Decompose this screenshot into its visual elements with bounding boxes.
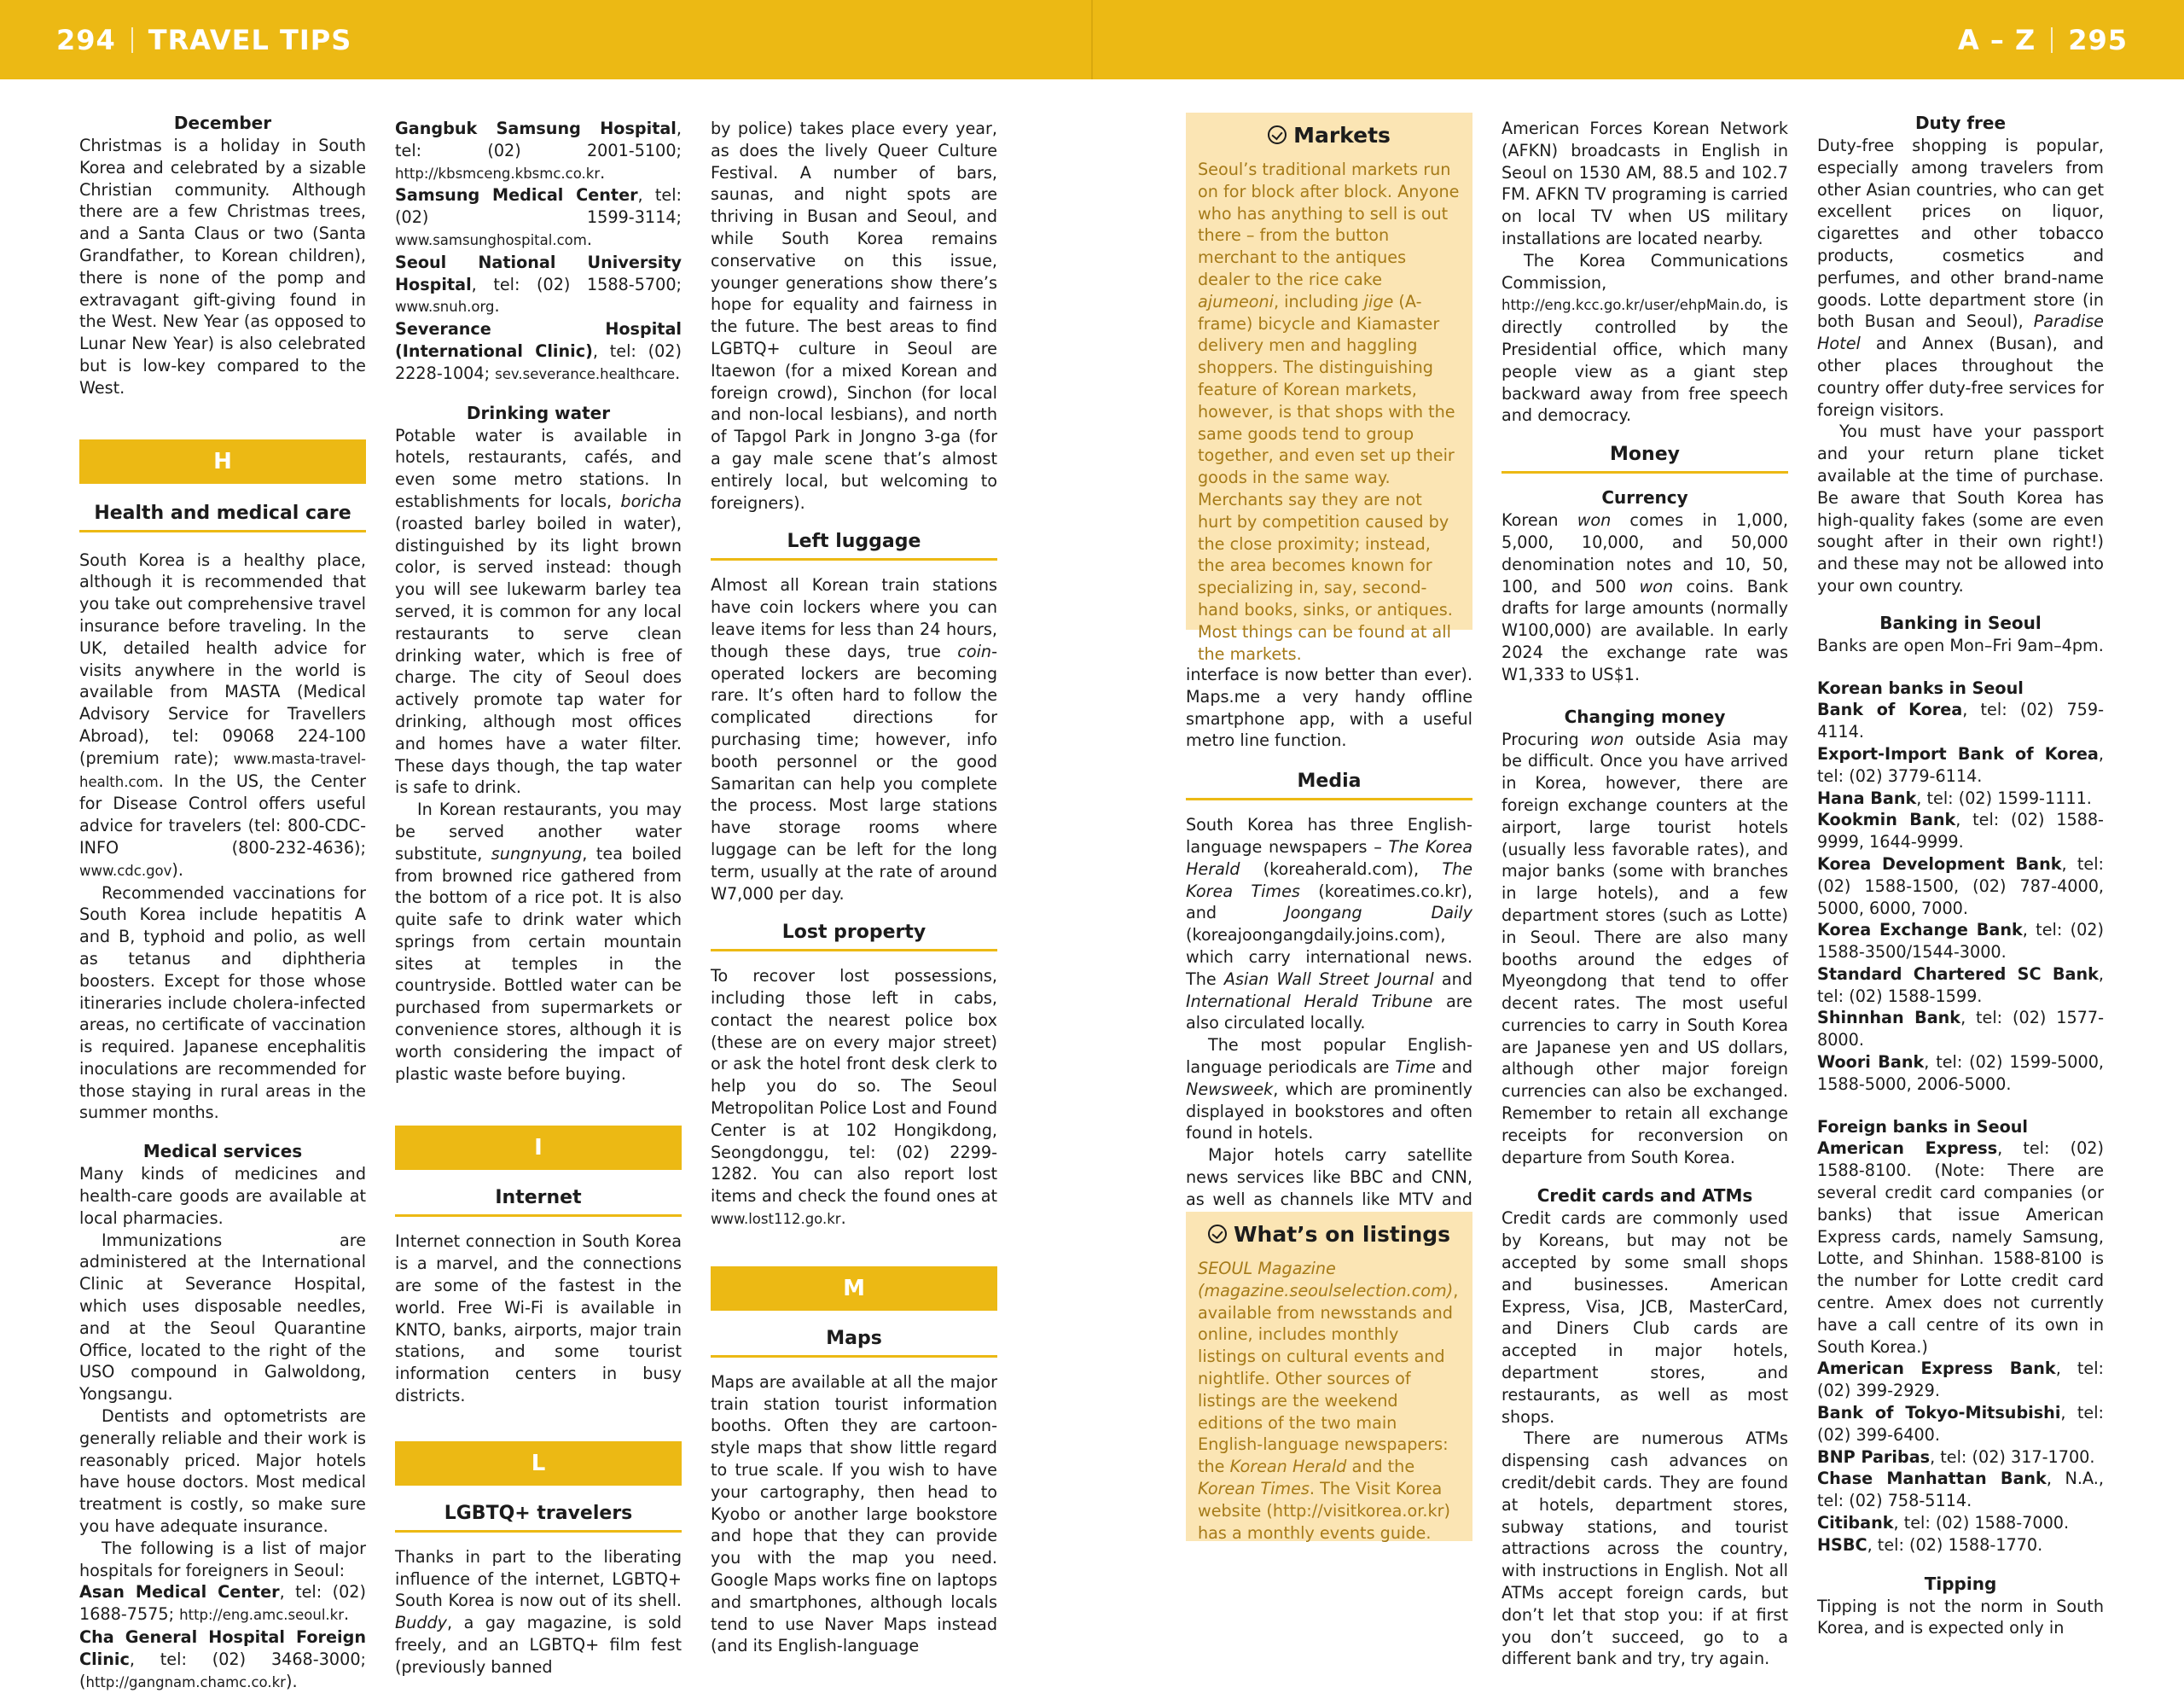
letter-m-banner: M [711,1266,997,1311]
severance-link[interactable]: sev.severance.healthcare [495,365,676,382]
check-circle-icon [1208,1225,1227,1243]
changing-money-text: Procuring won outside Asia may be difficult. Once you have arrived in Korea, however, there are foreign exchange counters at the airport, large tourist hotels (usually less favorable rates), and major banks (some with branches in large hotels), and a few department stores (such as Lotte) in Seoul. There are also many booths around the edges of Myeongdong that tend to offer decent rates. The most useful currencies to carry in South Korea are Japanese yen and US dollars, although other major foreign currencies can also be exchanged. Remember to retain all exchange receipts for reconversion on departure from South Korea. [1502,729,1788,1167]
column-1 [79,111,366,1693]
december-heading: December [173,113,272,133]
header-divider [131,27,133,53]
masta-link[interactable]: www.masta-travel-health.com [79,750,366,790]
header-divider [2051,27,2053,53]
bank-entry: Korea Exchange Bank, tel: (02) 1588-3500/1544-3000. [1817,920,2104,963]
letter-h-banner: H [79,439,366,484]
kcc-text: The Korea Communications Commission, http://eng.kcc.go.kr/user/ehpMain.do, is directly controlled by the Presidential office, which many people view as a giant step backward away from free speech and democracy. [1502,250,1788,426]
visitkorea-link[interactable]: http://visitkorea.or.kr [1272,1500,1444,1521]
bank-entry: Kookmin Bank, tel: (02) 1588-9999, 1644-9999. [1817,810,2104,852]
hospital-entry: Gangbuk Samsung Hospital, tel: (02) 2001-5100; http://kbsmceng.kbsmc.co.kr. [395,119,682,183]
internet-heading: Internet [395,1185,682,1217]
markets-box [1186,113,1472,664]
banking-hours: Banks are open Mon–Fri 9am–4pm. [1817,635,2104,655]
bank-entry: American Express Bank, tel: (02) 399-2929. [1817,1358,2104,1401]
changing-money-heading: Changing money [1564,706,1726,727]
lost112-link[interactable]: www.lost112.go.kr [711,1211,841,1228]
bank-entry: Bank of Tokyo-Mitsubishi, tel: (02) 399-6400. [1817,1403,2104,1445]
bank-entry: Shinnhan Bank, tel: (02) 1577-8000. [1817,1008,2104,1050]
column-4 [1186,664,1472,1232]
page-gutter [1091,0,1093,79]
duty-free-paragraph-1: Duty-free shopping is popular, especially among travelers from other Asian countries, who can get excellent prices on liquor, cigarettes and other tobacco products, cosmetics and perfumes, and other brand-name goods. Lotte department store (in both Busan and Seoul), Paradise Hotel and Annex (Busan), and other places throughout the country offer duty-free services for foreign visitors. [1817,136,2104,420]
maps-text: Maps are available at all the major train station tourist information booths. Often they are cartoon-style maps that show little regard to true scale. If you wish to have your cartography, then head to Kyobo or another large bookstore and hope that they can provide you with the map you need. Google Maps works fine on laptops and smartphones, although locals tend to use Naver Maps instead (and its English-language [711,1371,997,1656]
hospital-entry: Samsung Medical Center, tel: (02) 1599-3114; www.samsunghospital.com. [395,185,682,249]
maps-heading: Maps [711,1326,997,1358]
hospital-entry: Asan Medical Center, tel: (02) 1688-7575; http://eng.amc.seoul.kr. [79,1582,366,1625]
cha-link[interactable]: http://gangnam.chamc.co.kr [85,1673,286,1690]
foreign-banks-heading: Foreign banks in Seoul [1817,1116,2029,1137]
media-heading: Media [1186,769,1472,800]
gangbuk-link[interactable]: http://kbsmceng.kbsmc.co.kr [395,165,601,182]
column-6 [1817,111,2104,1639]
bank-entry: Korea Development Bank, tel: (02) 1588-1500, (02) 787-4000, 5000, 6000, 7000. [1817,853,2104,918]
hospital-entry: Severance Hospital (International Clinic), tel: (02) 2228-1004; sev.severance.healthcare. [395,319,682,383]
right-page-number: 295 [2068,24,2128,56]
hospital-entry: Cha General Hospital Foreign Clinic, tel: (02) 3468-3000; (http://gangnam.chamc.co.kr). [79,1627,366,1691]
lgbtq-text: Thanks in part to the liberating influence of the internet, LGBTQ+ South Korea is now out of its shell. Buddy, a gay magazine, is sold freely, and an LGBTQ+ film fest (previously banned [395,1546,682,1677]
afkn-text: American Forces Korean Network (AFKN) broadcasts in English in Seoul on 1530 AM, 88.5 and 102.7 FM. AFKN TV programing is carried on local TV when US military installations are located nearby. [1502,119,1788,248]
listings-box [1186,1212,1472,1541]
check-circle-icon [1268,125,1287,144]
maps-text-continued: interface is now better than ever). Maps.me a very handy offline smartphone app, with a useful metro line function. [1186,665,1472,751]
media-paragraph-2: The most popular English-language periodicals are Time and Newsweek, which are prominently displayed in bookstores and often found in hotels. [1186,1035,1473,1143]
duty-free-paragraph-2: You must have your passport and your return plane ticket available at the time of purchase. Be aware that South Korea has high-quality fakes (some are even sought after in their own right!) and these may not be allowed into your own country. [1817,422,2104,596]
lgbtq-heading: LGBTQ+ travelers [395,1501,682,1533]
media-paragraph-3: Major hotels carry satellite news services like BBC and CNN, as well as channels like MTV and [1186,1145,1472,1209]
bank-entry: American Express, tel: (02) 1588-8100. (Note: There are several credit card companies (or banks) that issue American Express cards, namely Samsung, Lotte, and Shinhan. 1588-8100 is the number for Lotte credit card centre. Amex does not currently have a call centre of its own in South Korea.) [1817,1138,2104,1357]
bank-entry: Citibank, tel: (02) 1588-7000. [1817,1513,2070,1533]
medical-paragraph-2: Immunizations are administered at the International Clinic at Severance Hospital, which uses disposable needles, and at the Seoul Quarantine Office, located to the right of the USO compound in Galwoldong, Yongsangu. [79,1230,366,1405]
health-paragraph-1: South Korea is a healthy place, although it is recommended that you take out comprehensive travel insurance before traveling. In the UK, detailed health advice for visits anywhere in the world is available from MASTA (Medical Advisory Service for Travellers Abroad), tel: 09068 224-100 (premium rate); www.masta-travel-health.com. In the US, the Center for Disease Control offers useful advice for travelers (tel: 800-CDC-INFO (800-232-4636); www.cdc.gov). [79,550,366,880]
column-2 [395,118,682,1678]
banking-heading: Banking in Seoul [1879,612,2042,633]
bank-entry: Bank of Korea, tel: (02) 759-4114. [1817,700,2104,742]
hospital-entry: Seoul National University Hospital, tel: (02) 1588-5700; www.snuh.org. [395,252,682,317]
money-heading: Money [1502,442,1788,474]
tipping-text: Tipping is not the norm in South Korea, and is expected only in [1817,1596,2104,1638]
listings-box-text: SEOUL Magazine (magazine.seoulselection.com), available from newsstands and online, includes monthly listings on cultural events and nightlife. Other sources of listings are the weekend editions of the two main English-language newspapers: the Korean Herald and the Korean Times. The Visit Korea website (http://visitkorea.or.kr) has a monthly events guide. [1198,1259,1459,1543]
column-3 [711,118,997,1657]
health-paragraph-2: Recommended vaccinations for South Korea include hepatitis A and B, typhoid and polio, as well as tetanus and diphtheria boosters. Except for those whose itineraries include cholera-infected areas, no certificate of vaccination is required. Japanese encephalitis inoculations are recommended for those staying in rural areas in the summer months. [79,882,366,1123]
lost-property-heading: Lost property [711,920,997,951]
medical-paragraph-4: The following is a list of major hospitals for foreigners in Seoul: [79,1538,366,1580]
bank-entry: Hana Bank, tel: (02) 1599-1111. [1817,788,2092,808]
currency-text: Korean won comes in 1,000, 5,000, 10,000, and 50,000 denomination notes and 10, 50, 100, and 500 won coins. Bank drafts for large amounts (normally W100,000) are available. In early 2024 the exchange rate was W1,333 to US$1. [1502,510,1789,684]
credit-cards-paragraph-2: There are numerous ATMs dispensing cash advances on credit/debit cards. They are found at hotels, department stores, subway stations, and tourist attractions across the country, with instructions in English. Not all ATMs accept foreign cards, but don’t let that stop you: if at first you don’t succeed, go to a different bank and try, try again. [1502,1428,1788,1669]
letter-l-banner: L [395,1441,682,1486]
right-section-title: A – Z [1957,24,2036,56]
left-luggage-heading: Left luggage [711,529,997,561]
right-page-header [1958,19,2128,61]
cdc-link[interactable]: www.cdc.gov [79,862,172,879]
left-luggage-text: Almost all Korean train stations have coin lockers where you can leave items for less than 24 hours, though these days, true coin-operated lockers are becoming rare. It’s often hard to follow the complicated directions for purchasing time; however, info booth personnel or the good Samaritan can help you complete the process. Most large stations have storage rooms where luggage can be left for the long term, usually at the rate of around W7,000 per day. [711,575,997,904]
medical-services-heading: Medical services [142,1141,303,1162]
markets-box-text: Seoul’s traditional markets run on for block after block. Anyone who has anything to sell is out there – from the button merchant to the antiques dealer to the rice cake ajumeoni, including jige (A-frame) bicycle and Kiamaster delivery men and haggling shoppers. The distinguishing feature of Korean markets, however, is that shops with the same goods tend to group together, and even set up their goods in the same way. Merchants say they are not hurt by competition caused by the close proximity; instead, the area becomes known for specializing in, say, second-hand books, sinks, or antiques. Most things can be found at all the markets. [1198,160,1460,664]
duty-free-heading: Duty free [1914,113,2007,133]
samsung-link[interactable]: www.samsunghospital.com [395,231,587,248]
tipping-heading: Tipping [1924,1573,1997,1594]
drinking-water-heading: Drinking water [466,402,611,423]
left-page-number: 294 [56,24,116,56]
markets-box-title: Markets [1198,121,1461,150]
drinking-paragraph-1: Potable water is available in hotels, restaurants, cafés, and even some metro stations. In establishments for locals, boricha (roasted barley boiled in water), distinguished by its light brown color, is served instead: though you will see lukewarm barley tea served, it is common for any local restaurants to serve clean drinking water, which is free of charge. The city of Seoul does actively promote tap water for drinking, although most offices and homes have a water filter. These days though, the tap water is safe to drink. [395,425,682,798]
page-header [0,0,2184,79]
health-heading: Health and medical care [79,501,366,532]
medical-paragraph-1: Many kinds of medicines and health-care goods are available at local pharmacies. [79,1164,366,1228]
left-section-title: TRAVEL TIPS [148,24,352,56]
listings-box-title: What’s on listings [1198,1220,1461,1249]
bank-entry: Standard Chartered SC Bank, tel: (02) 1588-1599. [1817,963,2104,1006]
asan-link[interactable]: http://eng.amc.seoul.kr [179,1607,344,1624]
drinking-paragraph-2: In Korean restaurants, you may be served another water substitute, sungnyung, tea boiled from browned rice gathered from the bottom of a rice pot. It is also quite safe to drink water which springs from certain mountain sites at temples in the countryside. Bottled water can be purchased from supermarkets or convenience stores, although it is worth considering the impact of plastic waste before buying. [395,800,682,1084]
bank-entry: Chase Manhattan Bank, N.A., tel: (02) 758-5114. [1817,1469,2104,1511]
december-text: Christmas is a holiday in South Korea and celebrated by a sizable Christian community. Although there are a few Christmas trees, and a Santa Claus or two (Santa Grandfather, to Korean children), there is none of the pomp and extravagant gift-giving found in the West. New Year (as opposed to Lunar New Year) is also celebrated but is low-key compared to the West. [79,136,366,398]
bank-entry: HSBC, tel: (02) 1588-1770. [1817,1534,2043,1555]
medical-paragraph-3: Dentists and optometrists are generally reliable and their work is reasonably priced. Major hotels have house doctors. Most medical treatment is costly, so make sure you have adequate insurance. [79,1406,366,1537]
credit-cards-heading: Credit cards and ATMs [1536,1185,1753,1207]
bank-entry: BNP Paribas, tel: (02) 317-1700. [1817,1446,2095,1467]
media-paragraph-1: South Korea has three English-language newspapers – The Korea Herald (koreaherald.com), The Korea Times (koreatimes.co.kr), and Joongang Daily (koreajoongangdaily.joins.com), which carry international news. The Asian Wall Street Journal and International Herald Tribune are also circulated locally. [1186,815,1472,1033]
internet-text: Internet connection in South Korea is a marvel, and the connections are some of the fastest in the world. Free Wi-Fi is available in KNTO, banks, airports, major train stations, and some tourist information centers in busy districts. [395,1231,682,1406]
bank-entry: Woori Bank, tel: (02) 1599-5000, 1588-5000, 2006-5000. [1817,1052,2105,1094]
left-page-header [56,19,351,61]
lost-property-text: To recover lost possessions, including those left in cabs, contact the nearest police box (these are on every major street) or ask the hotel front desk clerk to help you do so. The Seoul Metropolitan Police Lost and Found Center is at 102 Hongikdong, Seongdonggu, tel: (02) 2299-1282. You can also report lost items and check the found ones at www.lost112.go.kr. [711,966,997,1229]
kcc-link[interactable]: http://eng.kcc.go.kr/user/ehpMain.do [1502,297,1763,314]
column-5 [1502,118,1788,1670]
korean-banks-heading: Korean banks in Seoul [1817,678,2024,698]
snuh-link[interactable]: www.snuh.org [395,299,495,316]
lgbtq-text-continued: by police) takes place every year, as does the lively Queer Culture Festival. A number of bars, saunas, and night spots are thriving in Busan and Seoul, and while South Korea remains conservative on this issue, younger generations show there’s hope for equality and fairness in the future. The best areas to find LGBTQ+ culture in Seoul are Itaewon (for a mixed Korean and foreign crowd), Sinchon (for local and non-local lesbians), and north of Tapgol Park in Jongno 3-ga (for a gay male scene that’s almost entirely local, but welcoming to foreigners). [711,119,997,513]
bank-entry: Export-Import Bank of Korea, tel: (02) 3779-6114. [1817,743,2104,786]
currency-heading: Currency [1601,487,1688,509]
letter-i-banner: I [395,1126,682,1170]
credit-cards-paragraph-1: Credit cards are commonly used by Koreans, but may not be accepted by some small shops and businesses. American Express, Visa, JCB, MasterCard, and Diners Club cards are accepted in major hotels, department stores, and restaurants, as well as most shops. [1502,1208,1788,1427]
